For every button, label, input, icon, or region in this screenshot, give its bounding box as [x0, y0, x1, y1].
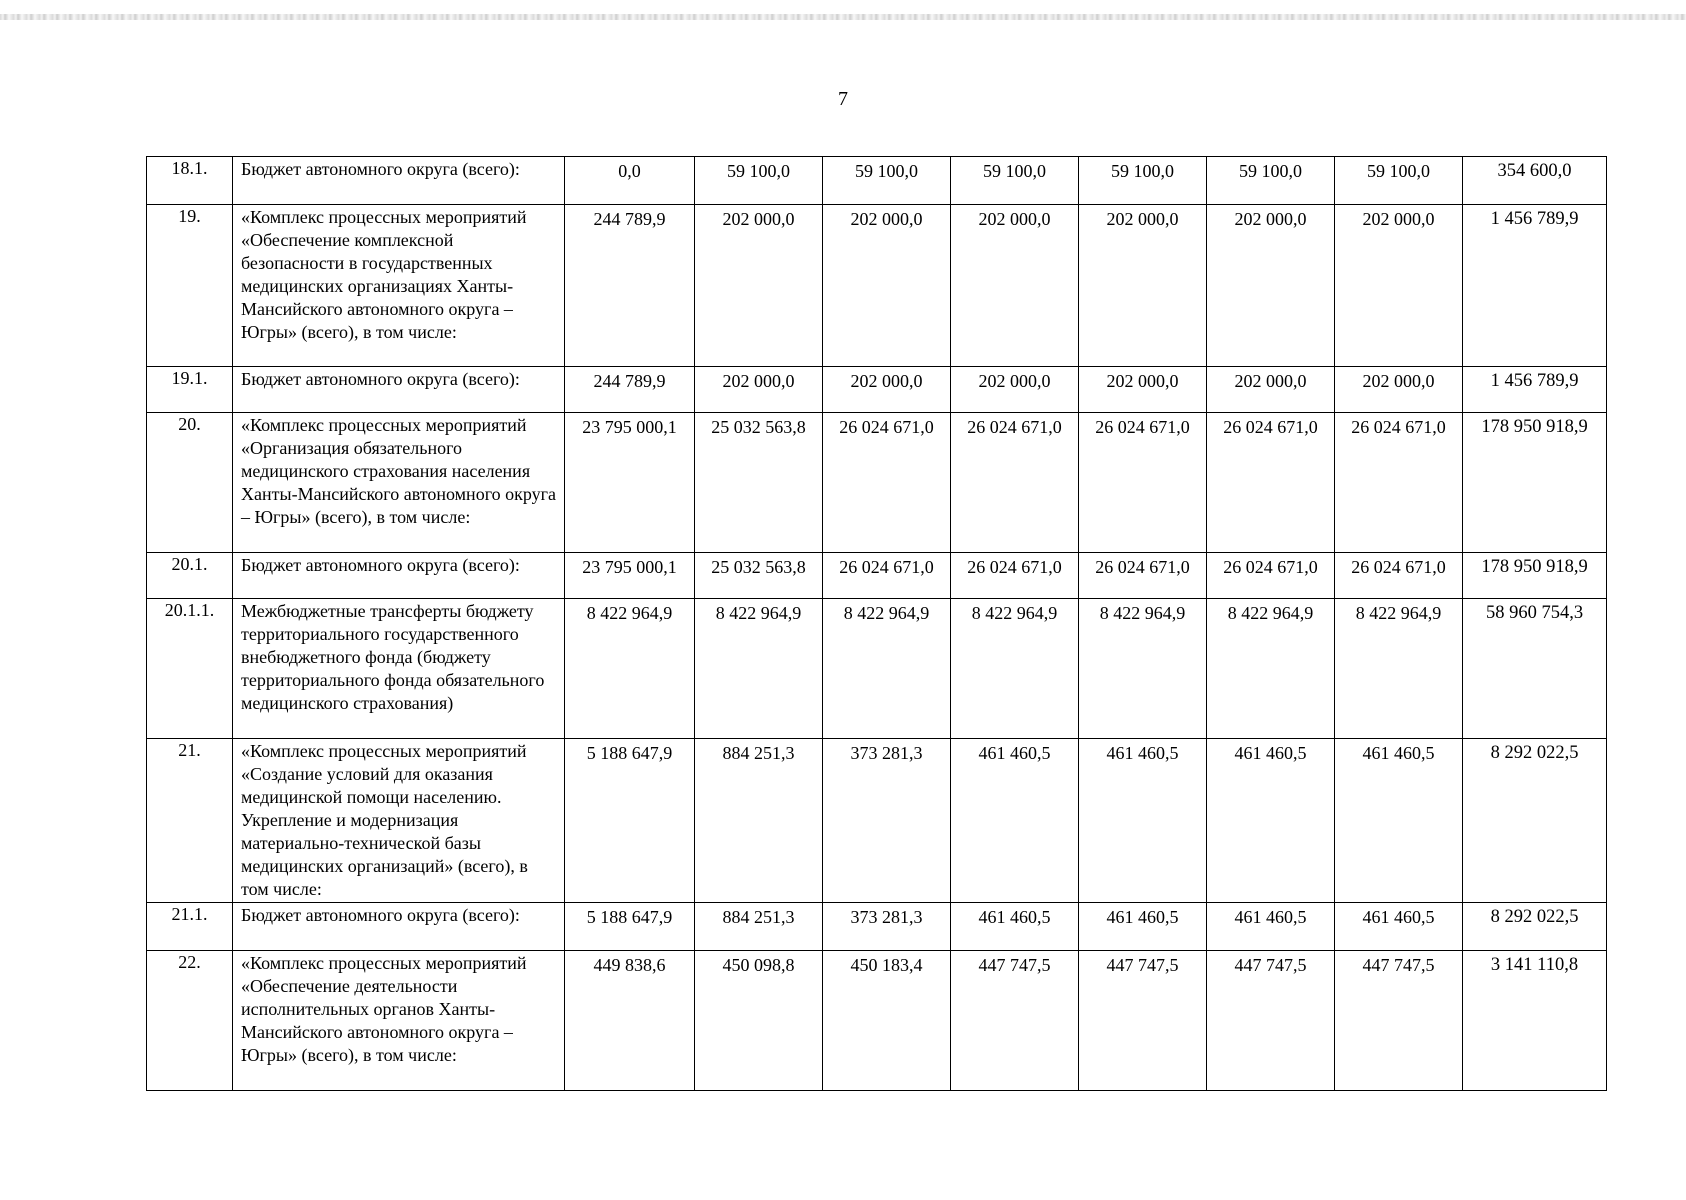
row-index: 20.1.1. [147, 599, 233, 739]
year-value-cell: 461 460,5 [1207, 739, 1335, 903]
budget-table [146, 156, 1607, 1091]
year-value-cell: 202 000,0 [823, 205, 951, 367]
year-value-cell: 461 460,5 [1207, 903, 1335, 951]
year-value-cell: 202 000,0 [823, 367, 951, 413]
year-value-cell: 26 024 671,0 [1207, 413, 1335, 553]
year-value-cell: 59 100,0 [823, 157, 951, 205]
year-value-cell: 202 000,0 [1079, 367, 1207, 413]
year-value-cell: 26 024 671,0 [1335, 413, 1463, 553]
year-value-cell: 59 100,0 [695, 157, 823, 205]
row-total-cell: 1 456 789,9 [1463, 367, 1607, 413]
row-name: Бюджет автономного округа (всего): [233, 553, 565, 599]
row-index: 22. [147, 951, 233, 1091]
row-name: «Комплекс процессных мероприятий «Обеспечение деятельности исполнительных органов Ханты-Мансийского автономного округа – Югры» (всего), в том числе: [233, 951, 565, 1091]
year-value-cell: 5 188 647,9 [565, 903, 695, 951]
table-row [147, 413, 1607, 553]
year-value-cell: 8 422 964,9 [1207, 599, 1335, 739]
row-index: 19. [147, 205, 233, 367]
year-value-cell: 450 098,8 [695, 951, 823, 1091]
row-total-cell: 354 600,0 [1463, 157, 1607, 205]
row-index: 20.1. [147, 553, 233, 599]
table-row [147, 903, 1607, 951]
year-value-cell: 202 000,0 [1335, 367, 1463, 413]
year-value-cell: 447 747,5 [951, 951, 1079, 1091]
year-value-cell: 461 460,5 [1335, 739, 1463, 903]
row-name: Бюджет автономного округа (всего): [233, 903, 565, 951]
year-value-cell: 202 000,0 [695, 205, 823, 367]
table-row [147, 951, 1607, 1091]
year-value-cell: 8 422 964,9 [565, 599, 695, 739]
year-value-cell: 26 024 671,0 [823, 553, 951, 599]
year-value-cell: 0,0 [565, 157, 695, 205]
year-value-cell: 59 100,0 [951, 157, 1079, 205]
year-value-cell: 447 747,5 [1335, 951, 1463, 1091]
row-total-cell: 3 141 110,8 [1463, 951, 1607, 1091]
year-value-cell: 23 795 000,1 [565, 413, 695, 553]
row-total-cell: 8 292 022,5 [1463, 739, 1607, 903]
year-value-cell: 26 024 671,0 [951, 553, 1079, 599]
year-value-cell: 59 100,0 [1079, 157, 1207, 205]
table-row [147, 367, 1607, 413]
year-value-cell: 26 024 671,0 [1207, 553, 1335, 599]
row-name: «Комплекс процессных мероприятий «Обеспечение комплексной безопасности в государственных медицинских организациях Ханты-Мансийского автономного округа – Югры» (всего), в том числе: [233, 205, 565, 367]
year-value-cell: 447 747,5 [1207, 951, 1335, 1091]
row-index: 21. [147, 739, 233, 903]
year-value-cell: 373 281,3 [823, 739, 951, 903]
row-name: «Комплекс процессных мероприятий «Организация обязательного медицинского страхования населения Ханты-Мансийского автономного округа – Югры» (всего), в том числе: [233, 413, 565, 553]
year-value-cell: 461 460,5 [951, 903, 1079, 951]
year-value-cell: 8 422 964,9 [695, 599, 823, 739]
scan-edge-artifact [0, 14, 1686, 20]
year-value-cell: 461 460,5 [1079, 903, 1207, 951]
year-value-cell: 26 024 671,0 [1335, 553, 1463, 599]
year-value-cell: 202 000,0 [951, 205, 1079, 367]
year-value-cell: 884 251,3 [695, 903, 823, 951]
year-value-cell: 461 460,5 [1079, 739, 1207, 903]
year-value-cell: 59 100,0 [1335, 157, 1463, 205]
year-value-cell: 59 100,0 [1207, 157, 1335, 205]
year-value-cell: 23 795 000,1 [565, 553, 695, 599]
year-value-cell: 8 422 964,9 [1335, 599, 1463, 739]
row-index: 18.1. [147, 157, 233, 205]
year-value-cell: 202 000,0 [1079, 205, 1207, 367]
year-value-cell: 25 032 563,8 [695, 553, 823, 599]
year-value-cell: 8 422 964,9 [823, 599, 951, 739]
table-row [147, 553, 1607, 599]
year-value-cell: 461 460,5 [1335, 903, 1463, 951]
year-value-cell: 26 024 671,0 [1079, 553, 1207, 599]
year-value-cell: 884 251,3 [695, 739, 823, 903]
year-value-cell: 26 024 671,0 [823, 413, 951, 553]
year-value-cell: 8 422 964,9 [1079, 599, 1207, 739]
year-value-cell: 26 024 671,0 [951, 413, 1079, 553]
row-total-cell: 1 456 789,9 [1463, 205, 1607, 367]
row-name: Межбюджетные трансферты бюджету территориального государственного внебюджетного фонда (бюджету территориального фонда обязательного медицинского страхования) [233, 599, 565, 739]
year-value-cell: 25 032 563,8 [695, 413, 823, 553]
year-value-cell: 450 183,4 [823, 951, 951, 1091]
year-value-cell: 244 789,9 [565, 367, 695, 413]
row-total-cell: 8 292 022,5 [1463, 903, 1607, 951]
table-row [147, 599, 1607, 739]
year-value-cell: 8 422 964,9 [951, 599, 1079, 739]
row-total-cell: 178 950 918,9 [1463, 413, 1607, 553]
year-value-cell: 5 188 647,9 [565, 739, 695, 903]
row-total-cell: 58 960 754,3 [1463, 599, 1607, 739]
year-value-cell: 202 000,0 [695, 367, 823, 413]
year-value-cell: 26 024 671,0 [1079, 413, 1207, 553]
table-row [147, 205, 1607, 367]
table-row [147, 157, 1607, 205]
row-index: 21.1. [147, 903, 233, 951]
year-value-cell: 461 460,5 [951, 739, 1079, 903]
year-value-cell: 202 000,0 [1335, 205, 1463, 367]
row-name: Бюджет автономного округа (всего): [233, 157, 565, 205]
row-index: 19.1. [147, 367, 233, 413]
year-value-cell: 447 747,5 [1079, 951, 1207, 1091]
table-row [147, 739, 1607, 903]
year-value-cell: 202 000,0 [951, 367, 1079, 413]
year-value-cell: 449 838,6 [565, 951, 695, 1091]
row-name: «Комплекс процессных мероприятий «Создание условий для оказания медицинской помощи населению. Укрепление и модернизация материально-технической базы медицинских организаций» (всего), в том числе: [233, 739, 565, 903]
row-total-cell: 178 950 918,9 [1463, 553, 1607, 599]
year-value-cell: 202 000,0 [1207, 205, 1335, 367]
budget-table-body [147, 157, 1607, 1091]
year-value-cell: 373 281,3 [823, 903, 951, 951]
row-name: Бюджет автономного округа (всего): [233, 367, 565, 413]
year-value-cell: 202 000,0 [1207, 367, 1335, 413]
row-index: 20. [147, 413, 233, 553]
page-number: 7 [838, 88, 848, 110]
year-value-cell: 244 789,9 [565, 205, 695, 367]
